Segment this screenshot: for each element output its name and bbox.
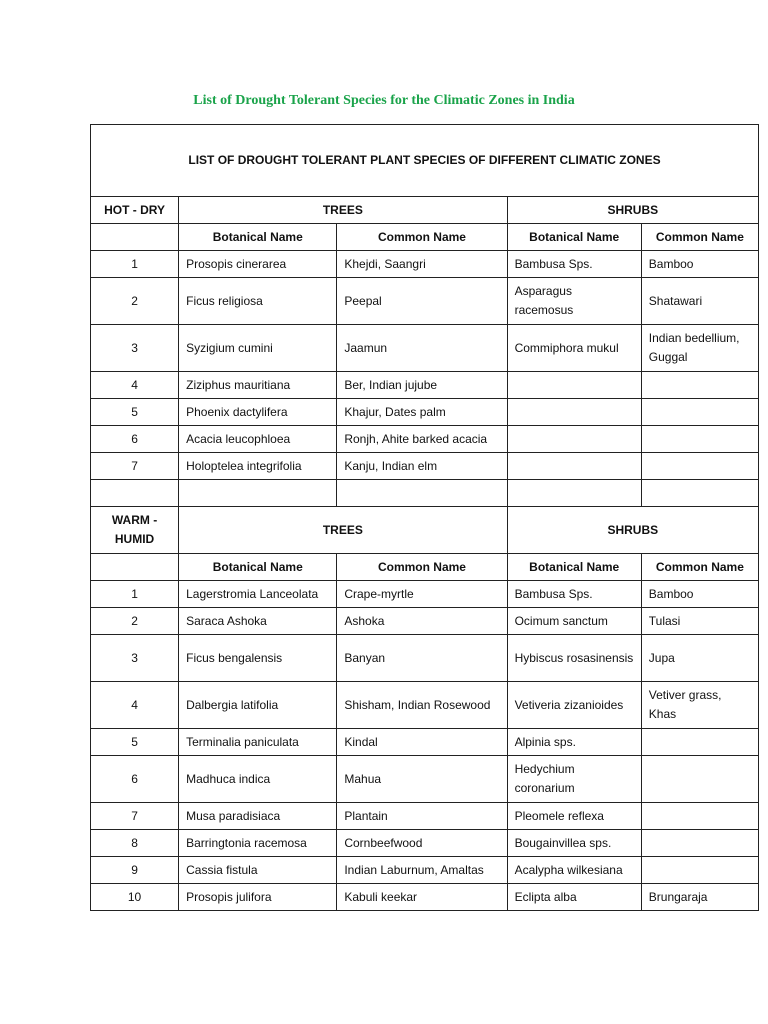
tree-common-name: Peepal	[337, 278, 507, 325]
shrub-common-name: Shatawari	[641, 278, 758, 325]
shrub-common-name: Bamboo	[641, 251, 758, 278]
shrub-botanical-name: Bambusa Sps.	[507, 581, 641, 608]
shrub-botanical-name: Bougainvillea sps.	[507, 830, 641, 857]
shrub-botanical-name: Asparagus racemosus	[507, 278, 641, 325]
row-number: 5	[91, 729, 179, 756]
blank-cell	[91, 554, 179, 581]
row-number: 4	[91, 372, 179, 399]
row-number: 6	[91, 426, 179, 453]
column-header-common: Common Name	[337, 224, 507, 251]
tree-botanical-name: Terminalia paniculata	[179, 729, 337, 756]
tree-botanical-name: Acacia leucophloea	[179, 426, 337, 453]
table-row	[91, 756, 759, 803]
shrub-botanical-name: Pleomele reflexa	[507, 803, 641, 830]
row-number: 10	[91, 884, 179, 911]
column-header-common: Common Name	[641, 554, 758, 581]
table-row	[91, 426, 759, 453]
shrub-common-name: Tulasi	[641, 608, 758, 635]
column-header-common: Common Name	[641, 224, 758, 251]
row-number: 8	[91, 830, 179, 857]
shrub-botanical-name: Vetiveria zizanioides	[507, 682, 641, 729]
table-row	[91, 372, 759, 399]
row-number: 3	[91, 635, 179, 682]
shrub-botanical-name: Commiphora mukul	[507, 325, 641, 372]
column-header-row	[91, 554, 759, 581]
table-row	[91, 278, 759, 325]
table-row	[91, 581, 759, 608]
shrub-common-name	[641, 480, 758, 507]
tree-common-name: Indian Laburnum, Amaltas	[337, 857, 507, 884]
tree-botanical-name: Dalbergia latifolia	[179, 682, 337, 729]
shrub-common-name	[641, 453, 758, 480]
shrub-botanical-name: Alpinia sps.	[507, 729, 641, 756]
shrub-botanical-name	[507, 399, 641, 426]
row-number: 2	[91, 608, 179, 635]
table-title-row	[91, 125, 759, 197]
row-number: 7	[91, 803, 179, 830]
tree-botanical-name: Prosopis julifora	[179, 884, 337, 911]
shrub-botanical-name: Ocimum sanctum	[507, 608, 641, 635]
row-number: 7	[91, 453, 179, 480]
row-number: 4	[91, 682, 179, 729]
tree-botanical-name: Ficus bengalensis	[179, 635, 337, 682]
tree-botanical-name: Ziziphus mauritiana	[179, 372, 337, 399]
tree-botanical-name: Madhuca indica	[179, 756, 337, 803]
table-row	[91, 682, 759, 729]
tree-botanical-name: Phoenix dactylifera	[179, 399, 337, 426]
tree-botanical-name: Barringtonia racemosa	[179, 830, 337, 857]
tree-botanical-name	[179, 480, 337, 507]
shrub-common-name	[641, 756, 758, 803]
zone-header-row	[91, 507, 759, 554]
species-table	[90, 124, 759, 911]
tree-common-name: Banyan	[337, 635, 507, 682]
table-row	[91, 453, 759, 480]
shrub-botanical-name: Eclipta alba	[507, 884, 641, 911]
zone-name	[91, 197, 179, 224]
zone-name-line: HUMID	[114, 532, 155, 546]
zone-name-line: WARM -	[111, 513, 158, 527]
blank-cell	[91, 224, 179, 251]
table-row	[91, 803, 759, 830]
shrub-botanical-name: Acalypha wilkesiana	[507, 857, 641, 884]
page-title: List of Drought Tolerant Species for the Climatic Zones in India	[193, 93, 575, 108]
tree-common-name: Khejdi, Saangri	[337, 251, 507, 278]
species-table-body	[91, 125, 759, 911]
shrubs-header: SHRUBS	[507, 507, 758, 554]
table-row	[91, 251, 759, 278]
shrub-botanical-name: Hybiscus rosasinensis	[507, 635, 641, 682]
table-row	[91, 884, 759, 911]
tree-common-name: Khajur, Dates palm	[337, 399, 507, 426]
shrub-common-name: Jupa	[641, 635, 758, 682]
tree-common-name: Ronjh, Ahite barked acacia	[337, 426, 507, 453]
tree-common-name: Ashoka	[337, 608, 507, 635]
shrub-botanical-name	[507, 426, 641, 453]
shrub-common-name	[641, 372, 758, 399]
zone-name-line: HOT - DRY	[104, 202, 165, 217]
column-header-botanical: Botanical Name	[507, 224, 641, 251]
shrub-common-name: Indian bedellium, Guggal	[641, 325, 758, 372]
tree-botanical-name: Cassia fistula	[179, 857, 337, 884]
table-title: LIST OF DROUGHT TOLERANT PLANT SPECIES OF DIFFERENT CLIMATIC ZONES	[91, 125, 759, 197]
column-header-row	[91, 224, 759, 251]
zone-name	[91, 507, 179, 554]
table-row	[91, 729, 759, 756]
table-row	[91, 830, 759, 857]
shrub-botanical-name	[507, 480, 641, 507]
tree-common-name: Plantain	[337, 803, 507, 830]
shrub-common-name	[641, 399, 758, 426]
tree-common-name: Cornbeefwood	[337, 830, 507, 857]
tree-common-name: Crape-myrtle	[337, 581, 507, 608]
shrub-botanical-name	[507, 453, 641, 480]
trees-header: TREES	[179, 197, 507, 224]
table-row	[91, 325, 759, 372]
shrub-common-name: Vetiver grass, Khas	[641, 682, 758, 729]
table-row	[91, 399, 759, 426]
tree-botanical-name: Holoptelea integrifolia	[179, 453, 337, 480]
tree-common-name: Shisham, Indian Rosewood	[337, 682, 507, 729]
shrubs-header: SHRUBS	[507, 197, 758, 224]
tree-botanical-name: Saraca Ashoka	[179, 608, 337, 635]
shrub-common-name	[641, 803, 758, 830]
tree-common-name: Mahua	[337, 756, 507, 803]
tree-common-name: Ber, Indian jujube	[337, 372, 507, 399]
row-number: 2	[91, 278, 179, 325]
shrub-common-name: Brungaraja	[641, 884, 758, 911]
trees-header: TREES	[179, 507, 507, 554]
shrub-botanical-name	[507, 372, 641, 399]
shrub-common-name	[641, 426, 758, 453]
tree-common-name: Kindal	[337, 729, 507, 756]
table-row	[91, 857, 759, 884]
column-header-botanical: Botanical Name	[179, 554, 337, 581]
tree-common-name: Kabuli keekar	[337, 884, 507, 911]
shrub-botanical-name: Hedychium coronarium	[507, 756, 641, 803]
tree-botanical-name: Prosopis cinerarea	[179, 251, 337, 278]
tree-botanical-name: Lagerstromia Lanceolata	[179, 581, 337, 608]
column-header-common: Common Name	[337, 554, 507, 581]
tree-common-name	[337, 480, 507, 507]
row-number: 9	[91, 857, 179, 884]
row-number	[91, 480, 179, 507]
table-row	[91, 480, 759, 507]
shrub-common-name	[641, 729, 758, 756]
table-row	[91, 608, 759, 635]
column-header-botanical: Botanical Name	[179, 224, 337, 251]
tree-botanical-name: Musa paradisiaca	[179, 803, 337, 830]
tree-botanical-name: Syzigium cumini	[179, 325, 337, 372]
row-number: 3	[91, 325, 179, 372]
row-number: 1	[91, 251, 179, 278]
row-number: 1	[91, 581, 179, 608]
row-number: 5	[91, 399, 179, 426]
shrub-common-name: Bamboo	[641, 581, 758, 608]
column-header-botanical: Botanical Name	[507, 554, 641, 581]
shrub-common-name	[641, 857, 758, 884]
table-row	[91, 635, 759, 682]
row-number: 6	[91, 756, 179, 803]
shrub-common-name	[641, 830, 758, 857]
tree-common-name: Jaamun	[337, 325, 507, 372]
shrub-botanical-name: Bambusa Sps.	[507, 251, 641, 278]
tree-common-name: Kanju, Indian elm	[337, 453, 507, 480]
tree-botanical-name: Ficus religiosa	[179, 278, 337, 325]
zone-header-row	[91, 197, 759, 224]
